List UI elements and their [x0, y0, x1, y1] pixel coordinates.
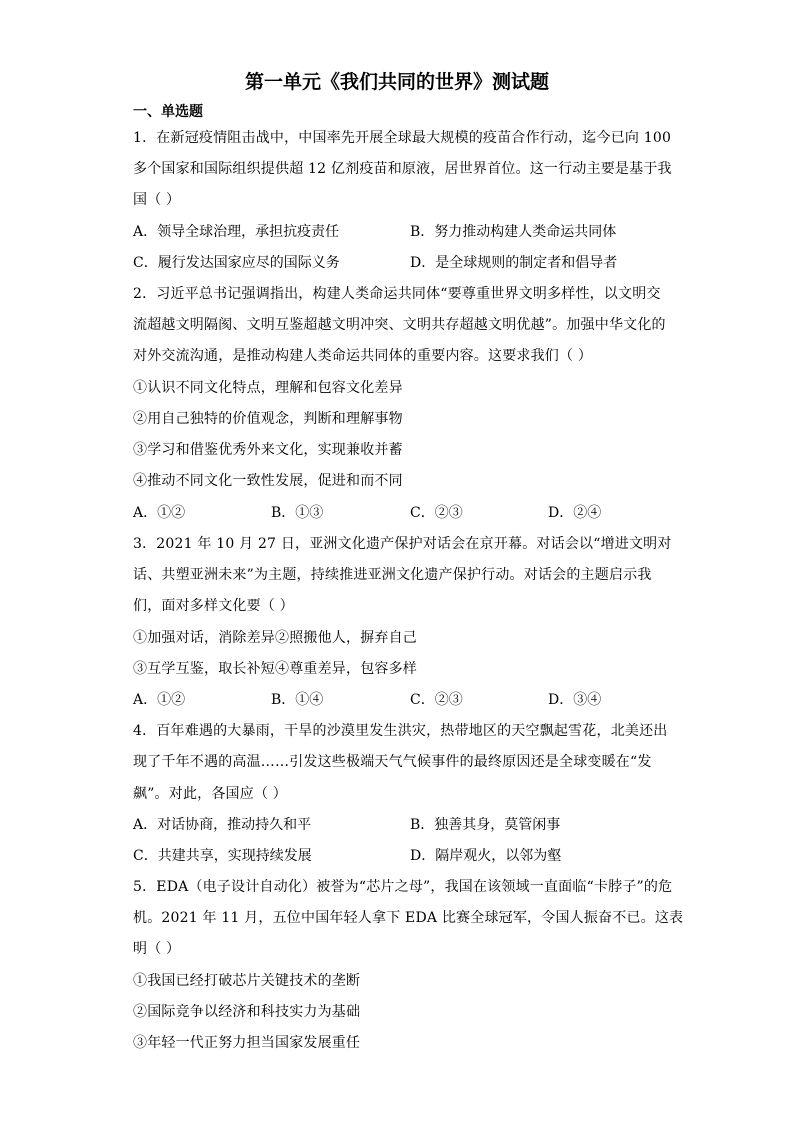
question-5-stem-line: 机。2021 年 11 月，五位中国年轻人拿下 EDA 比赛全球冠军，令国人振奋不已。这表 — [133, 910, 684, 926]
question-1-option-c: C．履行发达国家应尽的国际义务 — [133, 255, 340, 271]
question-1-option-b: B．努力推动构建人类命运共同体 — [410, 224, 617, 240]
question-2-statement-1: ①认识不同文化特点，理解和包容文化差异 — [133, 380, 403, 396]
question-3-stem-line: 话、共塑亚洲未来”为主题，持续推进亚洲文化遗产保护行动。对话会的主题启示我 — [133, 567, 652, 583]
question-4-option-d: D．隔岸观火，以邻为壑 — [410, 848, 562, 864]
question-2-option-c: C．②③ — [410, 505, 463, 521]
question-4-stem-line: 4．百年难遇的大暴雨，干旱的沙漠里发生洪灾，热带地区的天空飘起雪花，北美还出 — [133, 723, 668, 739]
question-3-option-c: C．②③ — [410, 692, 463, 708]
question-4-stem-line: 现了千年不遇的高温……引发这些极端天气气候事件的最终原因还是全球变暖在“发 — [133, 754, 652, 770]
question-5-stem-line: 5．EDA（电子设计自动化）被誉为“芯片之母”，我国在该领域一直面临“卡脖子”的危 — [133, 879, 673, 895]
question-3-option-d: D．③④ — [548, 692, 602, 708]
question-1-option-d: D．是全球规则的制定者和倡导者 — [410, 255, 618, 271]
question-1-stem-line: 国（ ） — [133, 192, 181, 208]
question-2-option-a: A．①② — [133, 505, 186, 521]
question-2-statement-4: ④推动不同文化一致性发展，促进和而不同 — [133, 473, 403, 489]
question-4-stem-line: 飙”。对此，各国应（ ） — [133, 786, 288, 802]
question-5-stem-line: 明（ ） — [133, 941, 181, 957]
question-2-option-b: B．①③ — [271, 505, 324, 521]
page-title: 第一单元《我们共同的世界》测试题 — [244, 71, 549, 93]
question-4-option-a: A．对话协商，推动持久和平 — [133, 817, 312, 833]
question-1-option-a: A．领导全球治理，承担抗疫责任 — [133, 224, 340, 240]
question-3-option-a: A．①② — [133, 692, 186, 708]
question-2-option-d: D．②④ — [548, 505, 602, 521]
section-heading: 一、单选题 — [133, 104, 203, 120]
question-5-statement-1: ①我国已经打破芯片关键技术的垄断 — [133, 973, 361, 989]
question-4-option-b: B．独善其身，莫管闲事 — [410, 817, 561, 833]
question-4-option-c: C．共建共享，实现持续发展 — [133, 848, 312, 864]
question-5-statement-2: ②国际竞争以经济和科技实力为基础 — [133, 1004, 361, 1020]
question-2-stem-line: 对外交流沟通，是推动构建人类命运共同体的重要内容。这要求我们（ ） — [133, 348, 593, 364]
question-3-option-b: B．①④ — [271, 692, 324, 708]
question-3-stem-line: 3．2021 年 10 月 27 日，亚洲文化遗产保护对话会在京开幕。对话会以“增进文明对 — [133, 536, 672, 552]
question-3-stem-line: 们，面对多样文化要（ ） — [133, 598, 294, 614]
question-2-stem-line: 2．习近平总书记强调指出，构建人类命运共同体“要尊重世界文明多样性，以文明交 — [133, 286, 661, 302]
question-2-statement-2: ②用自己独特的价值观念，判断和理解事物 — [133, 411, 403, 427]
question-2-statement-3: ③学习和借鉴优秀外来文化，实现兼收并蓄 — [133, 442, 403, 458]
question-1-stem-line: 1．在新冠疫情阻击战中，中国率先开展全球最大规模的疫苗合作行动，迄今已向 100 — [133, 130, 672, 146]
question-3-statement-line: ①加强对话，消除差异②照搬他人，摒弃自己 — [133, 630, 417, 646]
question-5-statement-3: ③年轻一代正努力担当国家发展重任 — [133, 1035, 361, 1051]
question-3-statement-line: ③互学互鉴，取长补短④尊重差异，包容多样 — [133, 661, 417, 677]
question-1-stem-line: 多个国家和国际组织提供超 12 亿剂疫苗和原液，居世界首位。这一行动主要是基于我 — [133, 161, 672, 177]
question-2-stem-line: 流超越文明隔阂、文明互鉴超越文明冲突、文明共存超越文明优越”。加强中华文化的 — [133, 317, 666, 333]
